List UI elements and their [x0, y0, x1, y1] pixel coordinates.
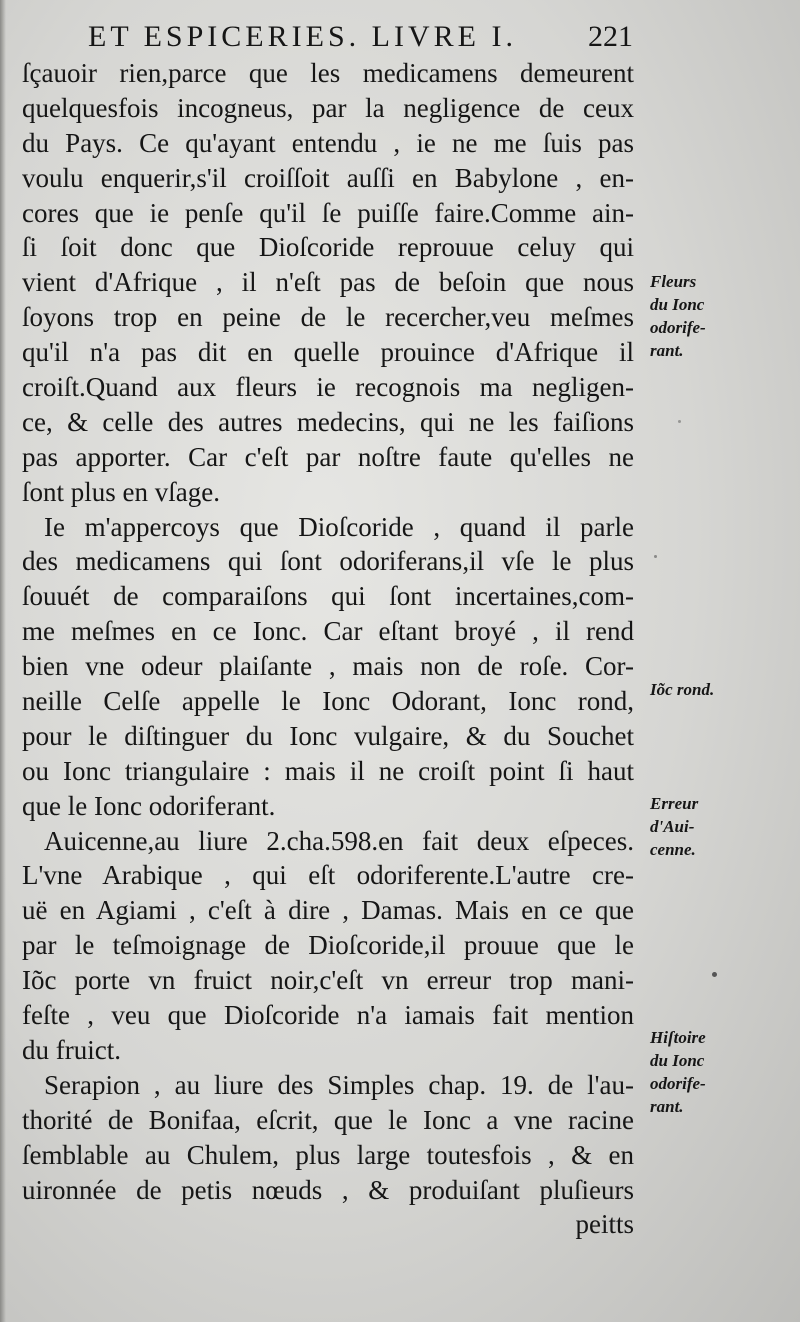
text-line: ſont plus en vſage.: [22, 476, 220, 507]
margin-note: [650, 270, 706, 362]
text-line: ce, & celle des autres medecins, qui ne les faiſions: [22, 406, 634, 437]
margin-note: [650, 1026, 706, 1118]
page-number: 221: [588, 20, 633, 53]
catchword: peitts: [575, 1209, 634, 1240]
text-line: bien vne odeur plaiſante , mais non de roſe. Cor-: [22, 651, 634, 682]
text-line: par le teſmoignage de Dioſcoride,il prouue que le: [22, 930, 634, 961]
ink-speck: [678, 420, 681, 423]
text-line: ſemblable au Chulem, plus large toutesfois , & en: [22, 1139, 634, 1170]
margin-note-line: rant.: [650, 1097, 684, 1116]
text-line: que le Ionc odoriferant.: [22, 790, 276, 821]
text-line: des medicamens qui ſont odoriferans,il vſe le plus: [22, 546, 634, 577]
text-line: pour le diſtinguer du Ionc vulgaire, & du Souchet: [22, 720, 634, 751]
text-line: neille Celſe appelle le Ionc Odorant, Ionc rond,: [22, 686, 634, 717]
text-line: du fruict.: [22, 1034, 121, 1065]
text-line: Ie m'appercoys que Dioſcoride , quand il parle: [44, 511, 634, 542]
margin-note-line: du Ionc: [650, 295, 705, 314]
text-line: voulu enquerir,s'il croiſſoit auſſi en Babylone , en-: [22, 162, 634, 193]
text-line: ſçauoir rien,parce que les medicamens demeurent: [22, 58, 634, 88]
text-line: pas apporter. Car c'eſt par noſtre faute qu'elles ne: [22, 441, 634, 472]
text-line: uë en Agiami , c'eſt à dire , Damas. Mais en ce que: [22, 895, 634, 926]
margin-note-line: Hiſtoire: [650, 1028, 706, 1047]
text-line: ſouuét de comparaiſons qui ſont incertaines,com-: [22, 581, 634, 612]
margin-note-line: du Ionc: [650, 1051, 705, 1070]
margin-note-line: rant.: [650, 341, 684, 360]
text-line: L'vne Arabique , qui eſt odoriferente.L'autre cre-: [22, 860, 634, 891]
main-text: [22, 56, 634, 1242]
text-line: feſte , veu que Dioſcoride n'a iamais fait mention: [22, 1000, 634, 1031]
text-line: ſi ſoit donc que Dioſcoride reprouue celuy qui: [22, 232, 634, 263]
text-line: Auicenne,au liure 2.cha.598.en fait deux eſpeces.: [44, 825, 634, 856]
text-line: quelquesfois incogneus, par la negligence de ceux: [22, 92, 634, 123]
text-line: Iõc porte vn fruict noir,c'eſt vn erreur trop mani-: [22, 965, 634, 996]
text-line: du Pays. Ce qu'ayant entendu , ie ne me ſuis pas: [22, 127, 634, 158]
margin-note-line: cenne.: [650, 840, 696, 859]
ink-speck: [712, 972, 717, 977]
text-line: thorité de Bonifaa, eſcrit, que le Ionc a vne racine: [22, 1104, 634, 1135]
text-line: ſoyons trop en peine de le recercher,veu meſmes: [22, 302, 634, 333]
text-line: ou Ionc triangulaire : mais il ne croiſt point ſi haut: [22, 755, 634, 786]
text-line: Serapion , au liure des Simples chap. 19. de l'au-: [44, 1069, 634, 1100]
text-line: uironnée de petis nœuds , & produiſant pluſieurs: [22, 1174, 634, 1205]
page-header: [88, 20, 633, 60]
margin-note-line: Iõc rond.: [650, 680, 715, 699]
text-line: qu'il n'a pas dit en quelle prouince d'Afrique il: [22, 337, 634, 368]
running-head: ET ESPICERIES. LIVRE I.: [88, 20, 517, 53]
ink-speck: [654, 555, 657, 558]
margin-note: [650, 792, 698, 861]
margin-note-line: Fleurs: [650, 272, 697, 291]
text-line: me meſmes en ce Ionc. Car eſtant broyé , il rend: [22, 616, 634, 647]
text-line: cores que ie penſe qu'il ſe puiſſe faire.Comme ain-: [22, 197, 634, 228]
text-line: vient d'Afrique , il n'eſt pas de beſoin que nous: [22, 267, 634, 298]
text-line: croiſt.Quand aux fleurs ie recognois ma negligen-: [22, 372, 634, 403]
margin-note-line: odorife-: [650, 1074, 706, 1093]
margin-note-line: Erreur: [650, 794, 699, 813]
margin-note-line: odorife-: [650, 318, 706, 337]
margin-note: [650, 678, 714, 701]
margin-note-line: d'Aui-: [650, 817, 695, 836]
